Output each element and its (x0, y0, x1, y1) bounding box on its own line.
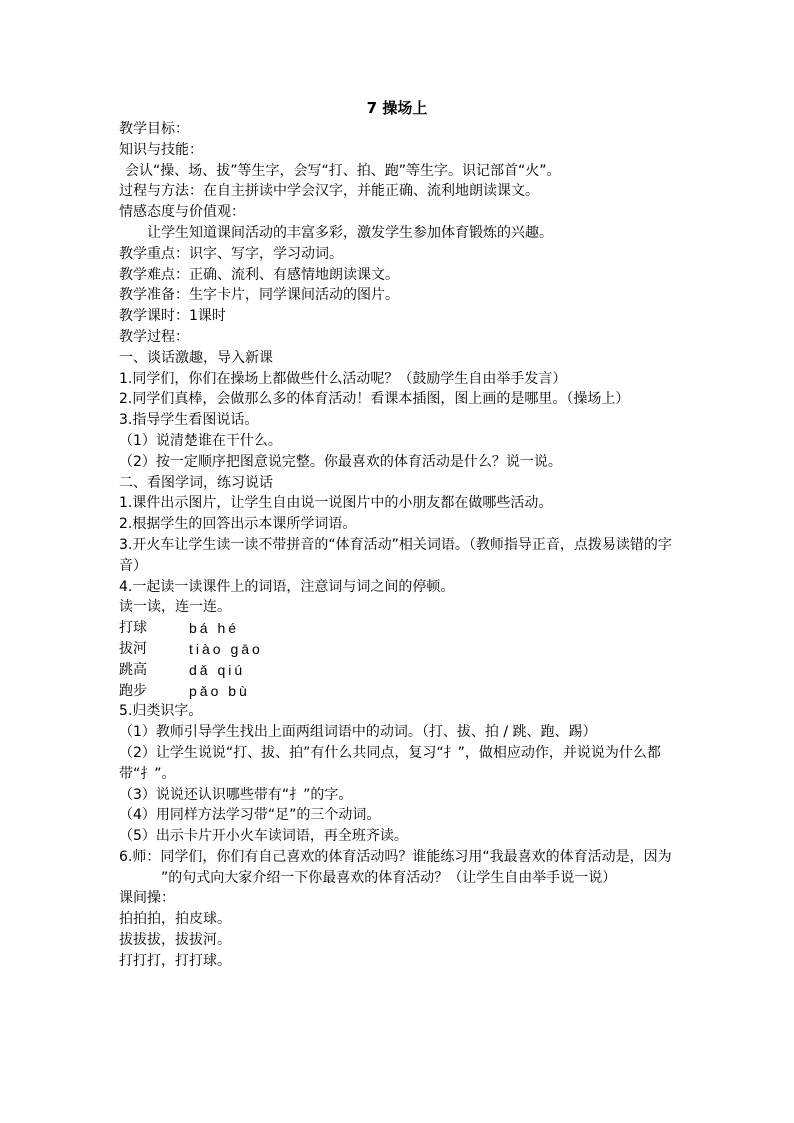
paragraph: （2）让学生说说“打、拔、拍”有什么共同点，复习“扌”，做相应动作，并说说为什么都带“扌”。 (119, 744, 661, 782)
paragraph: 1.课件出示图片，让学生自由说一说图片中的小朋友都在做哪些活动。 (119, 495, 553, 512)
matching-row (119, 618, 679, 639)
matching-word: 拔河 (119, 640, 147, 657)
rhyme-line: 拍拍拍，拍皮球。 (119, 911, 231, 928)
paragraph: 3.指导学生看图说话。 (119, 412, 259, 429)
paragraph-part: 6.师：同学们，你们有自己喜欢的体育活动吗？谁能练习用“我最喜欢的体育活动是，因为 (119, 848, 672, 865)
rhyme-line: 打打打，打打球。 (119, 952, 231, 969)
subheading: 情感态度与价值观： (119, 204, 245, 221)
paragraph: 会认“操、场、拔”等生字，会写“打、拍、跑”等生字。识记部首“火”。 (125, 162, 561, 179)
lesson-body (119, 119, 679, 972)
paragraph: （2）按一定顺序把图意说完整。你最喜欢的体育活动是什么？说一说。 (119, 453, 562, 470)
paragraph: 4.一起读一读课件上的词语，注意词与词之间的停顿。 (119, 578, 455, 595)
paragraph: 读一读，连一连。 (119, 599, 231, 616)
matching-row (119, 639, 679, 660)
paragraph: （3）说说还认识哪些带有“扌”的字。 (119, 786, 353, 803)
step-heading: 二、看图学词，练习说话 (119, 474, 273, 491)
paragraph: 2.根据学生的回答出示本课所学词语。 (119, 516, 357, 533)
matching-pinyin: pǎo bù (189, 682, 250, 699)
matching-row (119, 660, 679, 681)
paragraph: 教学难点：正确、流利、有感情地朗读课文。 (119, 266, 399, 283)
paragraph: 5.归类识字。 (119, 703, 203, 720)
matching-word: 跑步 (119, 682, 147, 699)
paragraph: （1）说清楚谁在干什么。 (119, 432, 282, 449)
paragraph: 教学课时：1课时 (119, 308, 226, 325)
section-heading: 教学目标： (119, 121, 189, 137)
paragraph: （4）用同样方法学习带“足”的三个动词。 (119, 807, 381, 824)
paragraph: （1）教师引导学生找出上面两组词语中的动词。（打、拔、拍 / 跳、跑、踢） (119, 724, 597, 741)
paragraph (119, 847, 679, 889)
matching-pinyin: tiào gāo (189, 640, 263, 657)
lesson-title: 7 操场上 (366, 99, 428, 117)
matching-pinyin: dǎ qiú (189, 661, 246, 678)
paragraph: 2.同学们真棒，会做那么多的体育活动！看课本插图，图上画的是哪里。（操场上） (119, 391, 630, 408)
matching-pinyin: bá hé (189, 620, 240, 637)
paragraph-part: ”的句式向大家介绍一下你最喜欢的体育活动？（让学生自由举手说一说） (161, 869, 617, 886)
rhyme-line: 拔拔拔，拔拔河。 (119, 932, 231, 949)
subheading: 课间操： (119, 890, 175, 907)
paragraph: 3.开火车让学生读一读不带拼音的“体育活动”相关词语。（教师指导正音，点拨易读错的字音） (119, 536, 672, 574)
paragraph: （5）出示卡片开小火车读词语，再全班齐读。 (119, 828, 408, 845)
matching-row (119, 681, 679, 702)
matching-word: 跳高 (119, 661, 147, 678)
paragraph: 过程与方法：在自主拼读中学会汉字，并能正确、流利地朗读课文。 (119, 183, 539, 200)
paragraph: 教学准备：生字卡片，同学课间活动的图片。 (119, 287, 399, 304)
step-heading: 一、谈话激趣，导入新课 (119, 349, 273, 366)
matching-word: 打球 (119, 620, 147, 637)
subheading: 知识与技能： (119, 141, 203, 158)
section-heading: 教学过程： (119, 328, 189, 345)
paragraph: 1.同学们，你们在操场上都做些什么活动呢？（鼓励学生自由举手发言） (119, 370, 567, 387)
paragraph: 教学重点：识字、写字，学习动词。 (119, 245, 343, 262)
paragraph: 让学生知道课间活动的丰富多彩，激发学生参加体育锻炼的兴趣。 (147, 224, 553, 241)
